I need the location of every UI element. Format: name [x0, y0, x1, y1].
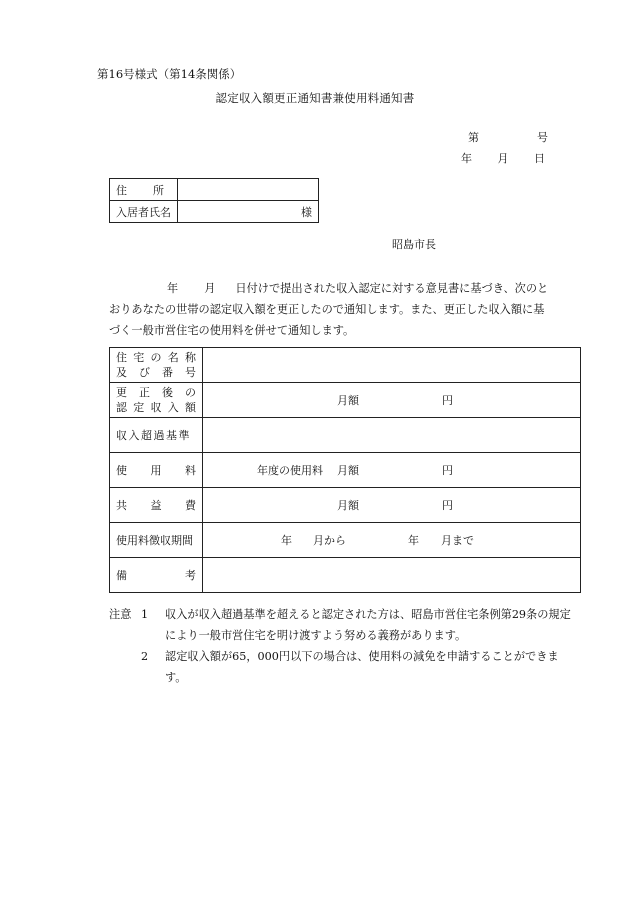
address-row — [110, 179, 319, 201]
revised-income-yen: 円 — [442, 394, 453, 407]
address-field[interactable] — [178, 179, 319, 201]
address-label: 住 所 — [110, 179, 178, 201]
issue-date-year: 年 — [461, 152, 472, 165]
body-line-1: 年 月 日付けで提出された収入認定に対する意見書に基づき、次のと — [167, 282, 549, 295]
note-number: 2 — [141, 650, 149, 663]
notes-section — [109, 604, 584, 688]
period-from-year: 年 — [281, 534, 292, 547]
remarks-field[interactable] — [203, 558, 581, 593]
rent-label: 使 用 料 — [110, 453, 203, 488]
issue-number-suffix: 号 — [537, 131, 548, 144]
period-from-month: 月から — [313, 534, 346, 547]
common-fee-label: 共 益 費 — [110, 488, 203, 523]
rent-monthly: 月額 — [337, 464, 359, 477]
rent-row — [110, 453, 581, 488]
period-to-year: 年 — [408, 534, 419, 547]
rent-fiscal-year: 年度の使用料 — [257, 464, 323, 477]
issue-number-prefix: 第 — [468, 131, 479, 144]
income-threshold-label: 収入超過基準 — [110, 418, 203, 453]
note-item — [109, 646, 584, 688]
resident-row — [110, 201, 319, 223]
period-to-month: 月まで — [441, 534, 474, 547]
body-line-2: おりあなたの世帯の認定収入額を更正したので通知します。また、更正した収入額に基 — [109, 303, 545, 316]
housing-name-field[interactable] — [203, 348, 581, 383]
collection-period-label: 使用料徴収期間 — [110, 523, 203, 558]
recipient-table — [109, 178, 319, 223]
body-date-year: 年 — [167, 282, 179, 295]
rent-yen: 円 — [442, 464, 453, 477]
collection-period-field[interactable] — [203, 523, 581, 558]
income-rent-table — [109, 347, 581, 593]
common-fee-field[interactable] — [203, 488, 581, 523]
rent-field[interactable] — [203, 453, 581, 488]
note-item — [109, 604, 584, 646]
revised-income-field[interactable] — [203, 383, 581, 418]
note-text: 認定収入額が65，000円以下の場合は、使用料の減免を申請することができます。 — [165, 650, 559, 684]
common-fee-monthly: 月額 — [337, 499, 359, 512]
collection-period-row — [110, 523, 581, 558]
issue-date — [461, 152, 545, 166]
body-date-month: 月 — [204, 282, 216, 295]
issuer-name: 昭島市長 — [392, 238, 436, 251]
housing-name-row — [110, 348, 581, 383]
revised-income-row — [110, 383, 581, 418]
note-number: 1 — [141, 608, 149, 621]
document-title: 認定収入額更正通知書兼使用料通知書 — [215, 91, 415, 105]
resident-name-label: 入居者氏名 — [110, 201, 178, 223]
issue-date-month: 月 — [497, 152, 509, 165]
honorific: 様 — [301, 205, 312, 219]
form-number: 第16号様式（第14条関係） — [97, 67, 242, 81]
housing-name-label: 住 宅 の 名 称 及 び 番 号 — [110, 348, 203, 383]
issue-date-day: 日 — [534, 152, 545, 165]
revised-income-monthly: 月額 — [337, 394, 359, 407]
issue-number — [468, 131, 548, 145]
revised-income-label: 更 正 後 の 認 定 収 入 額 — [110, 383, 203, 418]
notes-heading: 注意 — [109, 608, 132, 621]
note-text: 収入が収入超過基準を超えると認定された方は、昭島市営住宅条例第29条の規定により一般市営住宅を明け渡すよう努める義務があります。 — [165, 608, 571, 642]
common-fee-row — [110, 488, 581, 523]
resident-name-field[interactable] — [178, 201, 319, 223]
remarks-row — [110, 558, 581, 593]
common-fee-yen: 円 — [442, 499, 453, 512]
income-threshold-field[interactable] — [203, 418, 581, 453]
body-line-3: づく一般市営住宅の使用料を併せて通知します。 — [109, 324, 355, 337]
income-threshold-row — [110, 418, 581, 453]
notification-body — [109, 278, 581, 341]
remarks-label: 備 考 — [110, 558, 203, 593]
